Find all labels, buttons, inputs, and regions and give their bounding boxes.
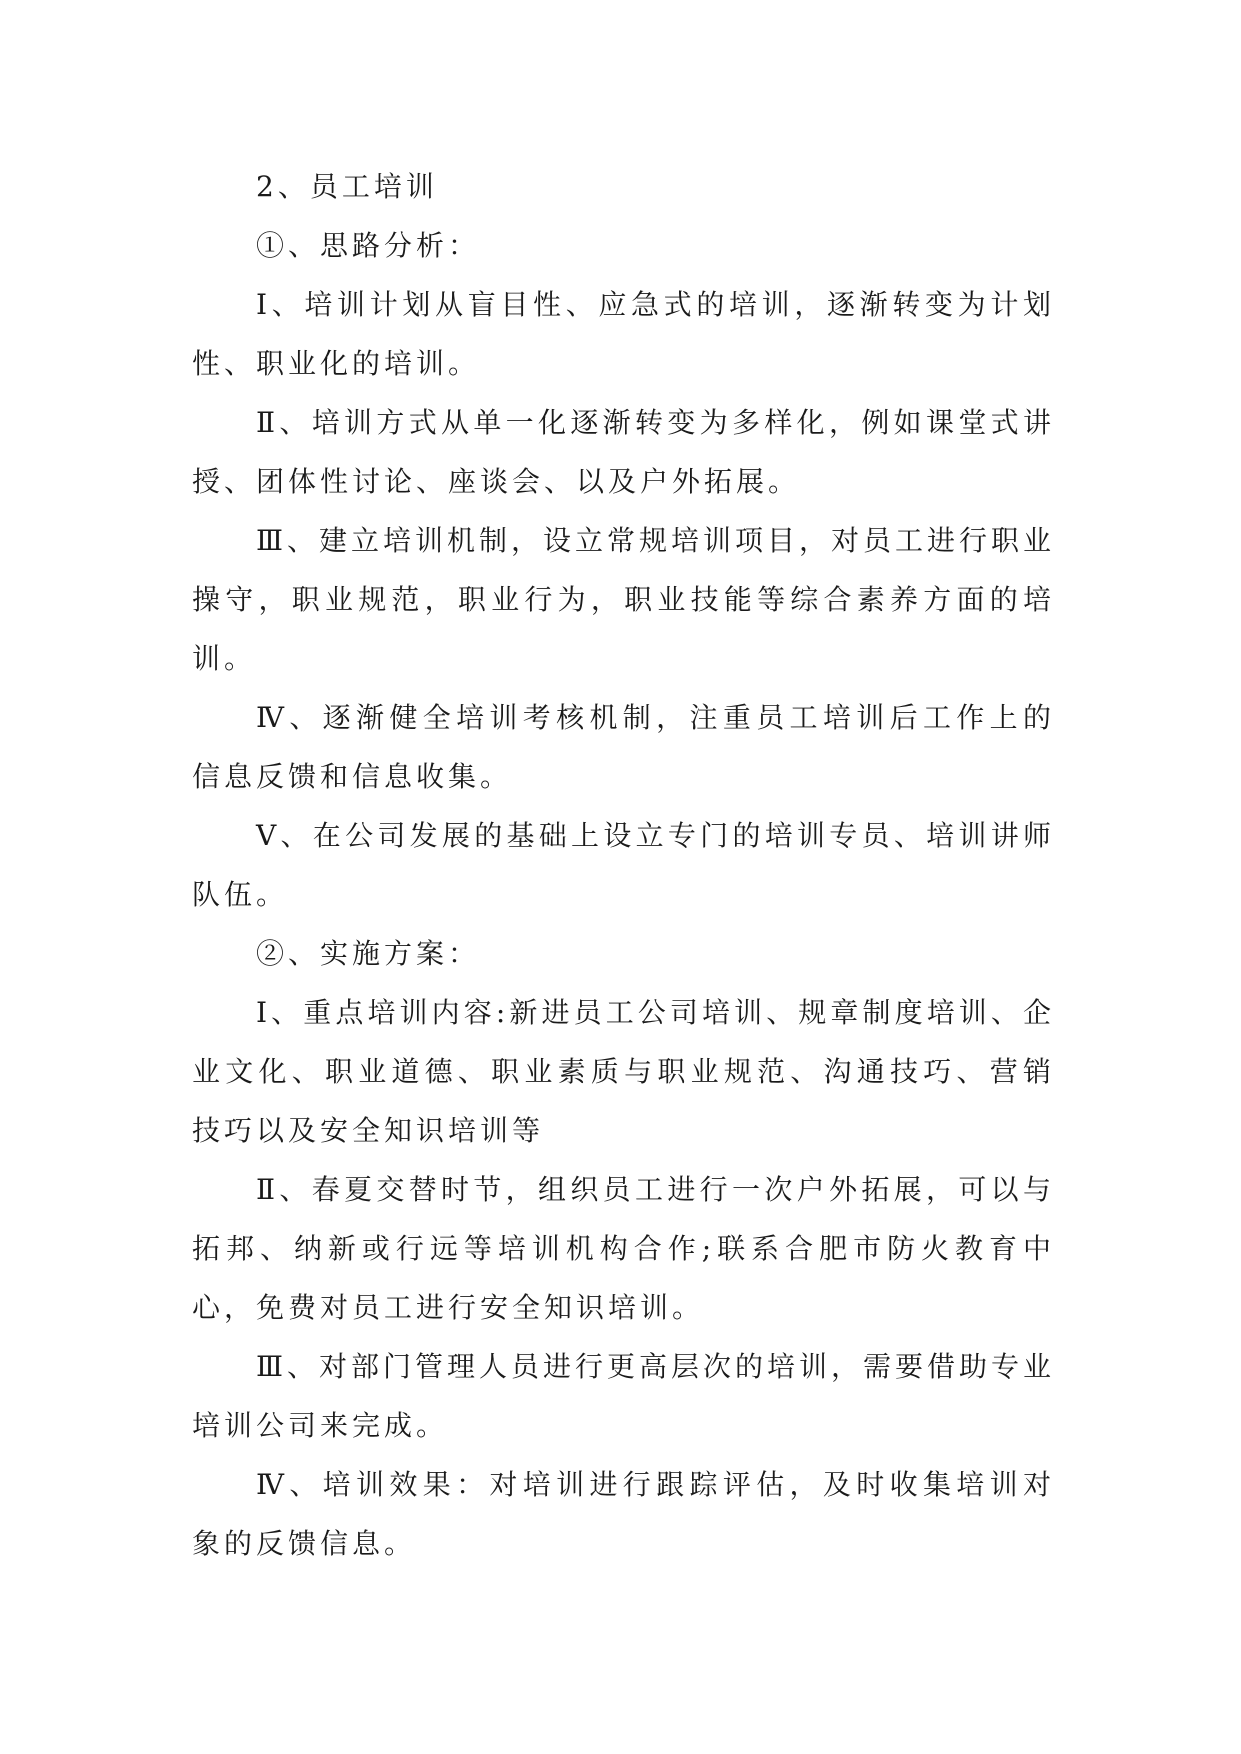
analysis-heading: ①、思路分析： <box>256 229 481 262</box>
plan-item-3: Ⅲ、对部门管理人员进行更高层次的培训，需要借助专业培训公司来完成。 <box>192 1350 1056 1442</box>
plan-heading: ②、实施方案： <box>256 937 481 970</box>
analysis-item-4: Ⅳ、逐渐健全培训考核机制，注重员工培训后工作上的信息反馈和信息收集。 <box>192 701 1055 793</box>
plan-item-4: Ⅳ、培训效果：对培训进行跟踪评估，及时收集培训对象的反馈信息。 <box>192 1468 1055 1560</box>
section-title: 2、员工培训 <box>256 170 438 203</box>
analysis-item-5: Ⅴ、在公司发展的基础上设立专门的培训专员、培训讲师队伍。 <box>192 819 1055 911</box>
analysis-item-3: Ⅲ、建立培训机制，设立常规培训项目，对员工进行职业操守，职业规范，职业行为，职业技能等综合素养方面的培训。 <box>192 524 1056 675</box>
analysis-item-1: Ⅰ、培训计划从盲目性、应急式的培训，逐渐转变为计划性、职业化的培训。 <box>192 288 1055 380</box>
document-page <box>192 157 1055 1573</box>
analysis-item-2: Ⅱ、培训方式从单一化逐渐转变为多样化，例如课堂式讲授、团体性讨论、座谈会、以及户外拓展。 <box>192 406 1055 498</box>
plan-item-1: Ⅰ、重点培训内容:新进员工公司培训、规章制度培训、企业文化、职业道德、职业素质与职业规范、沟通技巧、营销技巧以及安全知识培训等 <box>192 996 1055 1147</box>
plan-item-2: Ⅱ、春夏交替时节，组织员工进行一次户外拓展，可以与拓邦、纳新或行远等培训机构合作;联系合肥市防火教育中心，免费对员工进行安全知识培训。 <box>192 1173 1055 1324</box>
